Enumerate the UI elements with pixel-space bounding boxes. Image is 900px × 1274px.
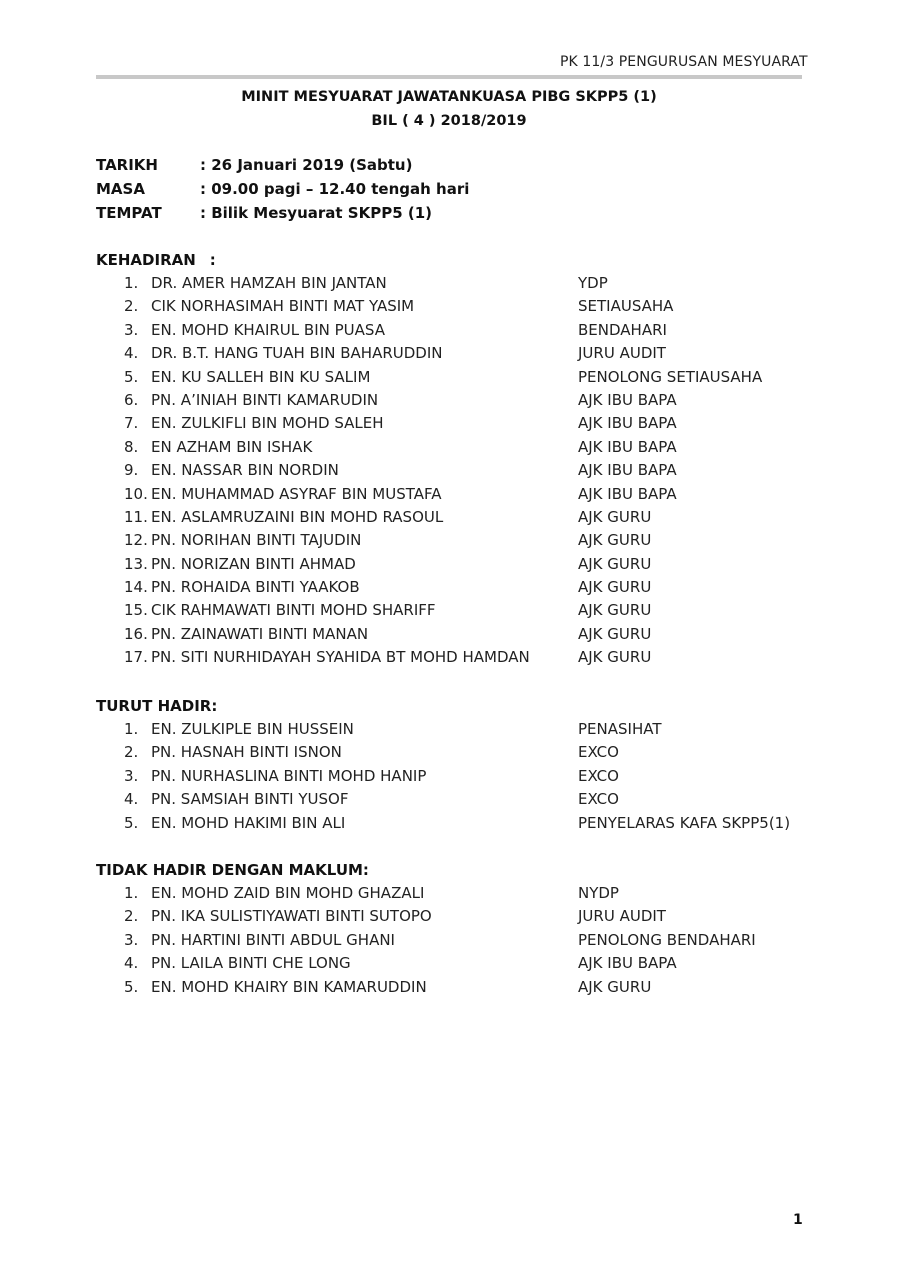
item-number: 10.: [124, 484, 148, 503]
person-name: PN. NURHASLINA BINTI MOHD HANIP: [151, 766, 427, 785]
meta-venue: [96, 204, 432, 222]
person-role: AJK IBU BAPA: [578, 461, 677, 480]
meta-label: MASA: [96, 180, 145, 198]
person-name: EN. ASLAMRUZAINI BIN MOHD RASOUL: [151, 507, 444, 526]
person-role: SETIAUSAHA: [578, 297, 674, 316]
item-number: 17.: [124, 648, 148, 667]
person-name: PN. IKA SULISTIYAWATI BINTI SUTOPO: [151, 907, 432, 926]
item-number: 2.: [124, 297, 139, 316]
person-name: EN. MOHD KHAIRY BIN KAMARUDDIN: [151, 977, 427, 996]
item-number: 14.: [124, 578, 148, 597]
person-name: EN. ZULKIPLE BIN HUSSEIN: [151, 720, 354, 738]
person-name: EN. MUHAMMAD ASYRAF BIN MUSTAFA: [151, 484, 442, 503]
person-role: AJK IBU BAPA: [578, 484, 677, 503]
person-role: AJK GURU: [578, 977, 652, 996]
person-role: PENOLONG BENDAHARI: [578, 930, 756, 949]
person-name: PN. ZAINAWATI BINTI MANAN: [151, 624, 369, 643]
person-name: DR. B.T. HANG TUAH BIN BAHARUDDIN: [151, 344, 443, 363]
section-colon: :: [209, 251, 216, 269]
meta-label: TEMPAT: [96, 204, 162, 222]
person-role: EXCO: [578, 790, 619, 809]
document-reference: PK 11/3 PENGURUSAN MESYUARAT: [560, 54, 808, 70]
item-number: 15.: [124, 601, 148, 620]
person-role: YDP: [578, 274, 608, 292]
person-role: AJK IBU BAPA: [578, 954, 677, 973]
person-name: PN. NORIHAN BINTI TAJUDIN: [151, 531, 362, 550]
item-number: 3.: [124, 320, 139, 339]
item-number: 5.: [124, 367, 139, 386]
person-role: AJK GURU: [578, 601, 652, 620]
item-number: 2.: [124, 907, 139, 926]
person-name: EN. KU SALLEH BIN KU SALIM: [151, 367, 371, 386]
person-name: PN. NORIZAN BINTI AHMAD: [151, 554, 356, 573]
item-number: 4.: [124, 790, 139, 809]
item-number: 16.: [124, 624, 148, 643]
item-number: 9.: [124, 461, 139, 480]
person-name: PN. SAMSIAH BINTI YUSOF: [151, 790, 349, 809]
meta-date: [96, 156, 412, 174]
person-name: PN. LAILA BINTI CHE LONG: [151, 954, 351, 973]
item-number: 2.: [124, 743, 139, 762]
item-number: 7.: [124, 414, 139, 433]
person-name: EN. MOHD HAKIMI BIN ALI: [151, 813, 346, 832]
person-role: AJK GURU: [578, 624, 652, 643]
person-role: AJK GURU: [578, 531, 652, 550]
person-role: AJK GURU: [578, 578, 652, 597]
section-title-turut-hadir: TURUT HADIR:: [96, 697, 218, 715]
person-name: PN. A’INIAH BINTI KAMARUDIN: [151, 390, 379, 409]
person-role: PENOLONG SETIAUSAHA: [578, 367, 763, 386]
item-number: 5.: [124, 977, 139, 996]
person-role: NYDP: [578, 884, 619, 902]
item-number: 13.: [124, 554, 148, 573]
meta-value: : 26 Januari 2019 (Sabtu): [200, 156, 413, 174]
item-number: 8.: [124, 437, 139, 456]
meta-time: [96, 180, 469, 198]
item-number: 11.: [124, 507, 148, 526]
item-number: 4.: [124, 344, 139, 363]
item-number: 5.: [124, 813, 139, 832]
meta-value: : 09.00 pagi – 12.40 tengah hari: [200, 180, 470, 198]
person-name: PN. SITI NURHIDAYAH SYAHIDA BT MOHD HAMDAN: [151, 648, 530, 667]
person-role: EXCO: [578, 743, 619, 762]
person-name: CIK RAHMAWATI BINTI MOHD SHARIFF: [151, 601, 436, 620]
person-role: EXCO: [578, 766, 619, 785]
person-name: PN. HARTINI BINTI ABDUL GHANI: [151, 930, 395, 949]
meta-label: TARIKH: [96, 156, 158, 174]
person-name: EN. NASSAR BIN NORDIN: [151, 461, 339, 480]
person-role: AJK IBU BAPA: [578, 437, 677, 456]
section-title-kehadiran: [96, 251, 216, 269]
person-name: DR. AMER HAMZAH BIN JANTAN: [151, 274, 387, 292]
person-name: CIK NORHASIMAH BINTI MAT YASIM: [151, 297, 415, 316]
person-name: EN. MOHD KHAIRUL BIN PUASA: [151, 320, 385, 339]
person-role: PENASIHAT: [578, 720, 662, 738]
section-label: KEHADIRAN: [96, 251, 196, 269]
item-number: 1.: [124, 274, 139, 292]
person-role: PENYELARAS KAFA SKPP5(1): [578, 813, 791, 832]
person-name: EN AZHAM BIN ISHAK: [151, 437, 313, 456]
person-name: EN. ZULKIFLI BIN MOHD SALEH: [151, 414, 384, 433]
person-role: AJK GURU: [578, 554, 652, 573]
person-role: AJK GURU: [578, 648, 652, 667]
person-role: AJK IBU BAPA: [578, 390, 677, 409]
item-number: 1.: [124, 720, 139, 738]
person-role: AJK GURU: [578, 507, 652, 526]
person-name: PN. ROHAIDA BINTI YAAKOB: [151, 578, 360, 597]
page-number: 1: [793, 1212, 803, 1228]
person-role: JURU AUDIT: [578, 344, 666, 363]
person-name: PN. HASNAH BINTI ISNON: [151, 743, 342, 762]
document-title: MINIT MESYUARAT JAWATANKUASA PIBG SKPP5 (1): [241, 89, 657, 105]
section-title-tidak-hadir: TIDAK HADIR DENGAN MAKLUM:: [96, 861, 369, 879]
document-subtitle: BIL ( 4 ) 2018/2019: [371, 113, 527, 129]
meta-value: : Bilik Mesyuarat SKPP5 (1): [200, 204, 433, 222]
item-number: 3.: [124, 766, 139, 785]
item-number: 6.: [124, 390, 139, 409]
person-role: JURU AUDIT: [578, 907, 666, 926]
person-role: BENDAHARI: [578, 320, 667, 339]
item-number: 3.: [124, 930, 139, 949]
person-name: EN. MOHD ZAID BIN MOHD GHAZALI: [151, 884, 425, 902]
header-divider: [96, 75, 802, 79]
item-number: 4.: [124, 954, 139, 973]
person-role: AJK IBU BAPA: [578, 414, 677, 433]
item-number: 12.: [124, 531, 148, 550]
item-number: 1.: [124, 884, 139, 902]
